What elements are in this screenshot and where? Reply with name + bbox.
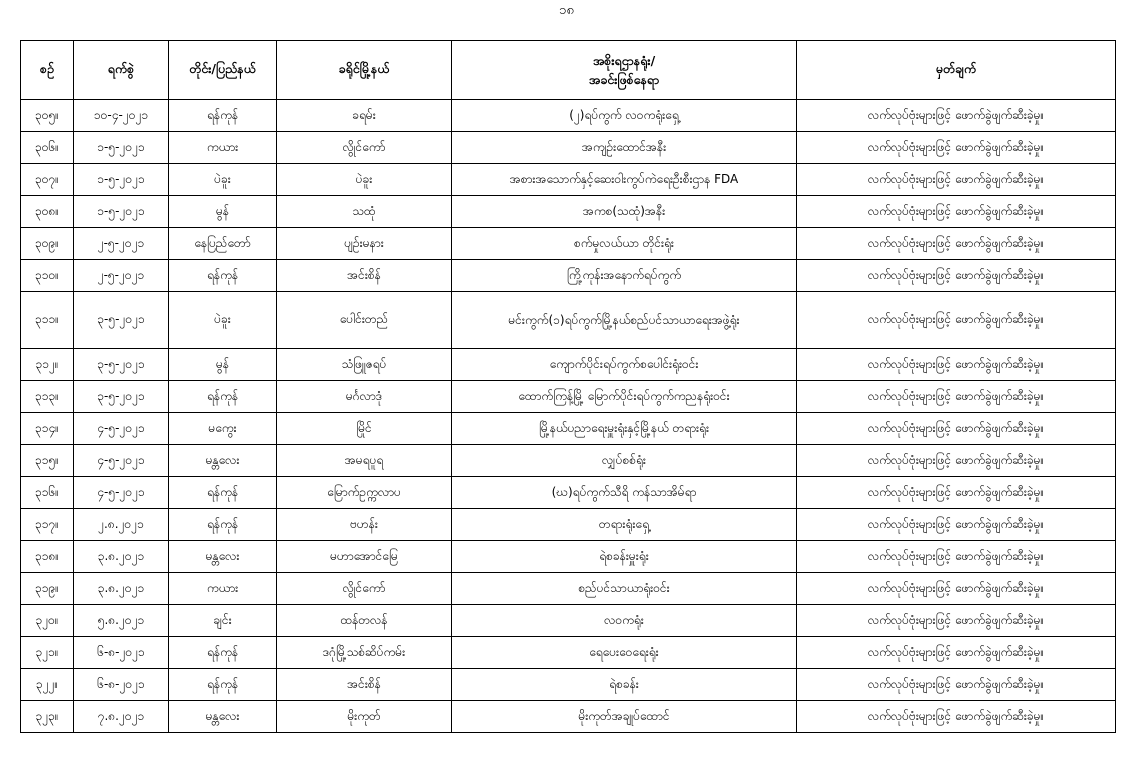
table-header-row bbox=[21, 41, 1116, 100]
cell-office: လဝကရုံး bbox=[452, 605, 797, 637]
cell-date: ၆-၈-၂၀၂၁ bbox=[74, 669, 169, 701]
cell-township: ဒဂုံမြို့သစ်ဆိပ်ကမ်း bbox=[277, 637, 452, 669]
table-row bbox=[21, 541, 1116, 573]
cell-region: ရန်ကုန် bbox=[169, 477, 277, 509]
cell-office: ရဲစခန်း bbox=[452, 669, 797, 701]
cell-remark: လက်လုပ်ဗုံးများဖြင့် ဖောက်ခွဲဖျက်ဆီးခဲ့မှု။ bbox=[797, 164, 1116, 196]
cell-region: ရန်ကုန် bbox=[169, 381, 277, 413]
cell-no: ၃၁၉။ bbox=[21, 573, 74, 605]
cell-no: ၃၁၀။ bbox=[21, 260, 74, 292]
header-date: ရက်စွဲ bbox=[74, 41, 169, 100]
cell-region: ရန်ကုန် bbox=[169, 260, 277, 292]
cell-region: နေပြည်တော် bbox=[169, 228, 277, 260]
cell-date: ၃.၈.၂၀၂၁ bbox=[74, 573, 169, 605]
cell-office: မြို့နယ်ပညာရေးမှူးရုံးနှင့်မြို့နယ် တရားရုံး bbox=[452, 413, 797, 445]
cell-region: ရန်ကုန် bbox=[169, 669, 277, 701]
header-office-line1: အစိုးရဌာနရုံး/ bbox=[592, 53, 656, 68]
cell-no: ၃၂၃။ bbox=[21, 701, 74, 733]
table-row bbox=[21, 669, 1116, 701]
cell-region: ပဲခူး bbox=[169, 292, 277, 349]
cell-region: မွန် bbox=[169, 349, 277, 381]
table-row bbox=[21, 164, 1116, 196]
cell-office: အကစ(သထုံ)အနီး bbox=[452, 196, 797, 228]
cell-remark: လက်လုပ်ဗုံးများဖြင့် ဖောက်ခွဲဖျက်ဆီးခဲ့မှု။ bbox=[797, 605, 1116, 637]
cell-office: ရေပေးဝေရေးရုံး bbox=[452, 637, 797, 669]
cell-region: ရန်ကုန် bbox=[169, 637, 277, 669]
cell-region: ချင်း bbox=[169, 605, 277, 637]
cell-township: ထန်တလန် bbox=[277, 605, 452, 637]
table-row bbox=[21, 573, 1116, 605]
cell-office: စည်ပင်သာယာရုံးဝင်း bbox=[452, 573, 797, 605]
cell-no: ၃၁၆။ bbox=[21, 477, 74, 509]
cell-remark: လက်လုပ်ဗုံးများဖြင့် ဖောက်ခွဲဖျက်ဆီးခဲ့မှု။ bbox=[797, 445, 1116, 477]
cell-township: မဟာအောင်မြေ bbox=[277, 541, 452, 573]
cell-remark: လက်လုပ်ဗုံးများဖြင့် ဖောက်ခွဲဖျက်ဆီးခဲ့မှု။ bbox=[797, 509, 1116, 541]
cell-remark: လက်လုပ်ဗုံးများဖြင့် ဖောက်ခွဲဖျက်ဆီးခဲ့မှု။ bbox=[797, 196, 1116, 228]
cell-office: လျှပ်စစ်ရုံး bbox=[452, 445, 797, 477]
cell-date: ၆-၈-၂၀၂၁ bbox=[74, 637, 169, 669]
cell-no: ၃၀၆။ bbox=[21, 132, 74, 164]
table-row bbox=[21, 292, 1116, 349]
cell-township: အင်းစိန် bbox=[277, 260, 452, 292]
header-township: ခရိုင်မြို့နယ် bbox=[277, 41, 452, 100]
cell-date: ၁-၅-၂၀၂၁ bbox=[74, 132, 169, 164]
cell-remark: လက်လုပ်ဗုံးများဖြင့် ဖောက်ခွဲဖျက်ဆီးခဲ့မှု။ bbox=[797, 541, 1116, 573]
table-row bbox=[21, 637, 1116, 669]
cell-remark: လက်လုပ်ဗုံးများဖြင့် ဖောက်ခွဲဖျက်ဆီးခဲ့မှု။ bbox=[797, 292, 1116, 349]
table-row bbox=[21, 228, 1116, 260]
cell-date: ၂.၈.၂၀၂၁ bbox=[74, 509, 169, 541]
table-row bbox=[21, 260, 1116, 292]
cell-township: မင်္ဂလာဒုံ bbox=[277, 381, 452, 413]
cell-township: ခရမ်း bbox=[277, 100, 452, 132]
cell-date: ၁-၅-၂၀၂၁ bbox=[74, 164, 169, 196]
table-row bbox=[21, 701, 1116, 733]
cell-date: ၇.၈.၂၀၂၁ bbox=[74, 701, 169, 733]
cell-date: ၄-၅-၂၀၂၁ bbox=[74, 477, 169, 509]
cell-office: ထောက်ကြန့်မြို့ မြောက်ပိုင်းရပ်ကွက်ကညနရုံးဝင်း bbox=[452, 381, 797, 413]
table-row bbox=[21, 132, 1116, 164]
cell-township: ပဲခူး bbox=[277, 164, 452, 196]
cell-remark: လက်လုပ်ဗုံးများဖြင့် ဖောက်ခွဲဖျက်ဆီးခဲ့မှု။ bbox=[797, 637, 1116, 669]
cell-remark: လက်လုပ်ဗုံးများဖြင့် ဖောက်ခွဲဖျက်ဆီးခဲ့မှု။ bbox=[797, 669, 1116, 701]
cell-remark: လက်လုပ်ဗုံးများဖြင့် ဖောက်ခွဲဖျက်ဆီးခဲ့မှု။ bbox=[797, 381, 1116, 413]
table-row bbox=[21, 477, 1116, 509]
page-number: ၁၈ bbox=[559, 3, 574, 18]
cell-date: ၃-၅-၂၀၂၁ bbox=[74, 349, 169, 381]
table-row bbox=[21, 605, 1116, 637]
cell-region: မန္တလေး bbox=[169, 701, 277, 733]
cell-no: ၃၁၈။ bbox=[21, 541, 74, 573]
cell-region: မွန် bbox=[169, 196, 277, 228]
cell-township: ပေါင်းတည် bbox=[277, 292, 452, 349]
cell-no: ၃၂၂။ bbox=[21, 669, 74, 701]
header-remarks: မှတ်ချက် bbox=[797, 41, 1116, 100]
cell-office: အစားအသောက်နှင့်ဆေးဝါးကွပ်ကဲရေးဦးစီးဌာန FDA bbox=[452, 164, 797, 196]
cell-township: လွိုင်ကော် bbox=[277, 132, 452, 164]
cell-region: ပဲခူး bbox=[169, 164, 277, 196]
cell-date: ၃-၅-၂၀၂၁ bbox=[74, 381, 169, 413]
cell-remark: လက်လုပ်ဗုံးများဖြင့် ဖောက်ခွဲဖျက်ဆီးခဲ့မှု။ bbox=[797, 413, 1116, 445]
cell-no: ၃၀၉။ bbox=[21, 228, 74, 260]
cell-remark: လက်လုပ်ဗုံးများဖြင့် ဖောက်ခွဲဖျက်ဆီးခဲ့မှု။ bbox=[797, 100, 1116, 132]
cell-no: ၃၁၂။ bbox=[21, 349, 74, 381]
table-row bbox=[21, 100, 1116, 132]
cell-region: မန္တလေး bbox=[169, 445, 277, 477]
cell-region: ရန်ကုန် bbox=[169, 100, 277, 132]
cell-remark: လက်လုပ်ဗုံးများဖြင့် ဖောက်ခွဲဖျက်ဆီးခဲ့မှု။ bbox=[797, 132, 1116, 164]
header-no: စဉ် bbox=[21, 41, 74, 100]
cell-remark: လက်လုပ်ဗုံးများဖြင့် ဖောက်ခွဲဖျက်ဆီးခဲ့မှု။ bbox=[797, 260, 1116, 292]
cell-no: ၃၀၅။ bbox=[21, 100, 74, 132]
cell-date: ၅.၈.၂၀၂၁ bbox=[74, 605, 169, 637]
cell-township: သထုံ bbox=[277, 196, 452, 228]
cell-date: ၁၀-၄-၂၀၂၁ bbox=[74, 100, 169, 132]
cell-no: ၃၁၃။ bbox=[21, 381, 74, 413]
cell-office: အကျဉ်းထောင်အနီး bbox=[452, 132, 797, 164]
cell-region: ရန်ကုန် bbox=[169, 509, 277, 541]
cell-no: ၃၀၈။ bbox=[21, 196, 74, 228]
cell-township: အင်းစိန် bbox=[277, 669, 452, 701]
cell-township: မြိုင် bbox=[277, 413, 452, 445]
cell-township: အမရပူရ bbox=[277, 445, 452, 477]
table-row bbox=[21, 349, 1116, 381]
cell-office: ကျောက်ပိုင်းရပ်ကွက်စပေါင်းရုံးဝင်း bbox=[452, 349, 797, 381]
header-office bbox=[452, 41, 797, 100]
cell-township: ပျဉ်းမနား bbox=[277, 228, 452, 260]
cell-office: စက်မှုလယ်ယာ တိုင်းရုံး bbox=[452, 228, 797, 260]
cell-date: ၂-၅-၂၀၂၁ bbox=[74, 228, 169, 260]
table-row bbox=[21, 381, 1116, 413]
cell-township: သံဖြူဇရပ် bbox=[277, 349, 452, 381]
cell-remark: လက်လုပ်ဗုံးများဖြင့် ဖောက်ခွဲဖျက်ဆီးခဲ့မှု။ bbox=[797, 477, 1116, 509]
cell-office: မိုးကုတ်အချုပ်ထောင် bbox=[452, 701, 797, 733]
cell-remark: လက်လုပ်ဗုံးများဖြင့် ဖောက်ခွဲဖျက်ဆီးခဲ့မှု။ bbox=[797, 349, 1116, 381]
cell-township: မိုးကုတ် bbox=[277, 701, 452, 733]
cell-date: ၄-၅-၂၀၂၁ bbox=[74, 413, 169, 445]
header-region: တိုင်း/ပြည်နယ် bbox=[169, 41, 277, 100]
cell-office: ကြို့ကုန်းအနောက်ရပ်ကွက် bbox=[452, 260, 797, 292]
cell-remark: လက်လုပ်ဗုံးများဖြင့် ဖောက်ခွဲဖျက်ဆီးခဲ့မှု။ bbox=[797, 701, 1116, 733]
cell-date: ၄-၅-၂၀၂၁ bbox=[74, 445, 169, 477]
cell-office: တရားရုံးရှေ့ bbox=[452, 509, 797, 541]
cell-date: ၁-၅-၂၀၂၁ bbox=[74, 196, 169, 228]
cell-office: ရဲစခန်းမှူးရုံး bbox=[452, 541, 797, 573]
cell-remark: လက်လုပ်ဗုံးများဖြင့် ဖောက်ခွဲဖျက်ဆီးခဲ့မှု။ bbox=[797, 573, 1116, 605]
cell-township: လွိုင်ကော် bbox=[277, 573, 452, 605]
cell-remark: လက်လုပ်ဗုံးများဖြင့် ဖောက်ခွဲဖျက်ဆီးခဲ့မှု။ bbox=[797, 228, 1116, 260]
cell-no: ၃၁၄။ bbox=[21, 413, 74, 445]
cell-no: ၃၁၅။ bbox=[21, 445, 74, 477]
cell-office: မင်းကွက်(၁)ရပ်ကွက်မြို့နယ်စည်ပင်သာယာရေးအဖွဲ့ရုံး bbox=[452, 292, 797, 349]
table-row bbox=[21, 509, 1116, 541]
cell-office: (ဃ)ရပ်ကွက်သီရိ ကန်သာအိမ်ရာ bbox=[452, 477, 797, 509]
cell-no: ၃၀၇။ bbox=[21, 164, 74, 196]
incident-table bbox=[20, 40, 1116, 733]
table-row bbox=[21, 413, 1116, 445]
cell-region: ကယား bbox=[169, 573, 277, 605]
cell-no: ၃၂၀။ bbox=[21, 605, 74, 637]
table-row bbox=[21, 445, 1116, 477]
cell-region: ကယား bbox=[169, 132, 277, 164]
cell-date: ၃.၈.၂၀၂၁ bbox=[74, 541, 169, 573]
cell-date: ၂-၅-၂၀၂၁ bbox=[74, 260, 169, 292]
cell-no: ၃၂၁။ bbox=[21, 637, 74, 669]
cell-township: မြောက်ဥက္ကလာပ bbox=[277, 477, 452, 509]
cell-region: မကွေး bbox=[169, 413, 277, 445]
cell-office: (၂)ရပ်ကွက် လဝကရုံးရှေ့ bbox=[452, 100, 797, 132]
cell-region: မန္တလေး bbox=[169, 541, 277, 573]
table-row bbox=[21, 196, 1116, 228]
header-office-line2: အခင်းဖြစ်နေရာ bbox=[588, 72, 660, 87]
cell-township: ဗဟန်း bbox=[277, 509, 452, 541]
cell-date: ၃-၅-၂၀၂၁ bbox=[74, 292, 169, 349]
cell-no: ၃၁၁။ bbox=[21, 292, 74, 349]
cell-no: ၃၁၇။ bbox=[21, 509, 74, 541]
